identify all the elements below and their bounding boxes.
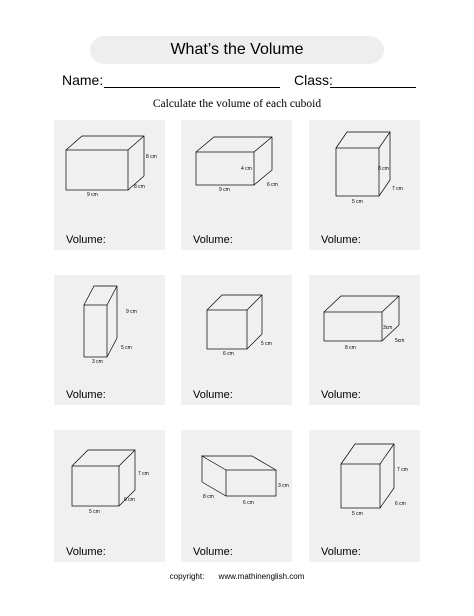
cuboid-figure-1: [54, 120, 165, 250]
title-banner: [90, 36, 384, 64]
dim-label: 9 cm: [87, 192, 98, 198]
cuboid-card-8: [181, 430, 292, 562]
dim-label: 8 cm: [345, 345, 356, 351]
cuboid-figure-4: [54, 275, 165, 405]
dim-label: 7 cm: [138, 471, 149, 477]
dim-label: 3 cm: [278, 483, 289, 489]
dim-label: 3 cm: [92, 359, 103, 365]
page-title: What’s the Volume: [170, 41, 304, 58]
volume-label: Volume:: [66, 389, 106, 401]
cuboid-figure-9: [309, 430, 420, 562]
cuboid-figure-7: [54, 430, 165, 562]
dim-label: 7 cm: [397, 467, 408, 473]
dim-label: 7 cm: [392, 186, 403, 192]
volume-label: Volume:: [66, 546, 106, 558]
volume-label: Volume:: [193, 234, 233, 246]
cuboid-card-2: [181, 120, 292, 250]
dim-label: 8 cm: [134, 184, 145, 190]
dim-label: 8 cm: [146, 154, 157, 160]
dim-label: 5 cm: [352, 511, 363, 517]
name-class-row: [62, 72, 422, 90]
dim-label: 6 cm: [223, 351, 234, 357]
cuboid-card-7: [54, 430, 165, 562]
volume-label: Volume:: [321, 234, 361, 246]
cuboid-figure-6: [309, 275, 420, 405]
footer: [0, 572, 474, 581]
volume-label: Volume:: [193, 389, 233, 401]
volume-label: Volume:: [321, 389, 361, 401]
cuboid-figure-8: [181, 430, 292, 562]
class-field-line[interactable]: [330, 87, 416, 88]
dim-label: 6 cm: [395, 501, 406, 507]
cuboid-card-1: [54, 120, 165, 250]
dim-label: 4 cm: [241, 166, 252, 172]
dim-label: 6 cm: [243, 500, 254, 506]
dim-label: 5 cm: [121, 345, 132, 351]
dim-label: 9 cm: [219, 187, 230, 193]
volume-label: Volume:: [321, 546, 361, 558]
volume-label: Volume:: [66, 234, 106, 246]
cuboid-card-9: [309, 430, 420, 562]
dim-label: 3cm: [383, 325, 393, 331]
volume-label: Volume:: [193, 546, 233, 558]
class-label: Class:: [294, 72, 333, 88]
cuboid-figure-3: [309, 120, 420, 250]
name-label: Name:: [62, 72, 104, 88]
dim-label: 5cm: [395, 338, 405, 344]
cuboid-card-4: [54, 275, 165, 405]
dim-label: 5 cm: [261, 341, 272, 347]
cuboid-card-3: [309, 120, 420, 250]
copyright-label: copyright:: [169, 572, 205, 581]
dim-label: 6 cm: [267, 182, 278, 188]
cuboid-figure-5: [181, 275, 292, 405]
dim-label: 5 cm: [89, 509, 100, 515]
site-link[interactable]: www.mathinenglish.com: [218, 572, 305, 581]
name-field-line[interactable]: [104, 87, 280, 88]
cuboid-figure-2: [181, 120, 292, 250]
dim-label: 8 cm: [378, 166, 389, 172]
instruction: Calculate the volume of each cuboid: [152, 98, 322, 110]
cuboid-card-5: [181, 275, 292, 405]
cuboid-card-6: [309, 275, 420, 405]
dim-label: 8 cm: [203, 494, 214, 500]
dim-label: 5 cm: [352, 199, 363, 205]
dim-label: 9 cm: [126, 309, 137, 315]
dim-label: 6 cm: [124, 497, 135, 503]
